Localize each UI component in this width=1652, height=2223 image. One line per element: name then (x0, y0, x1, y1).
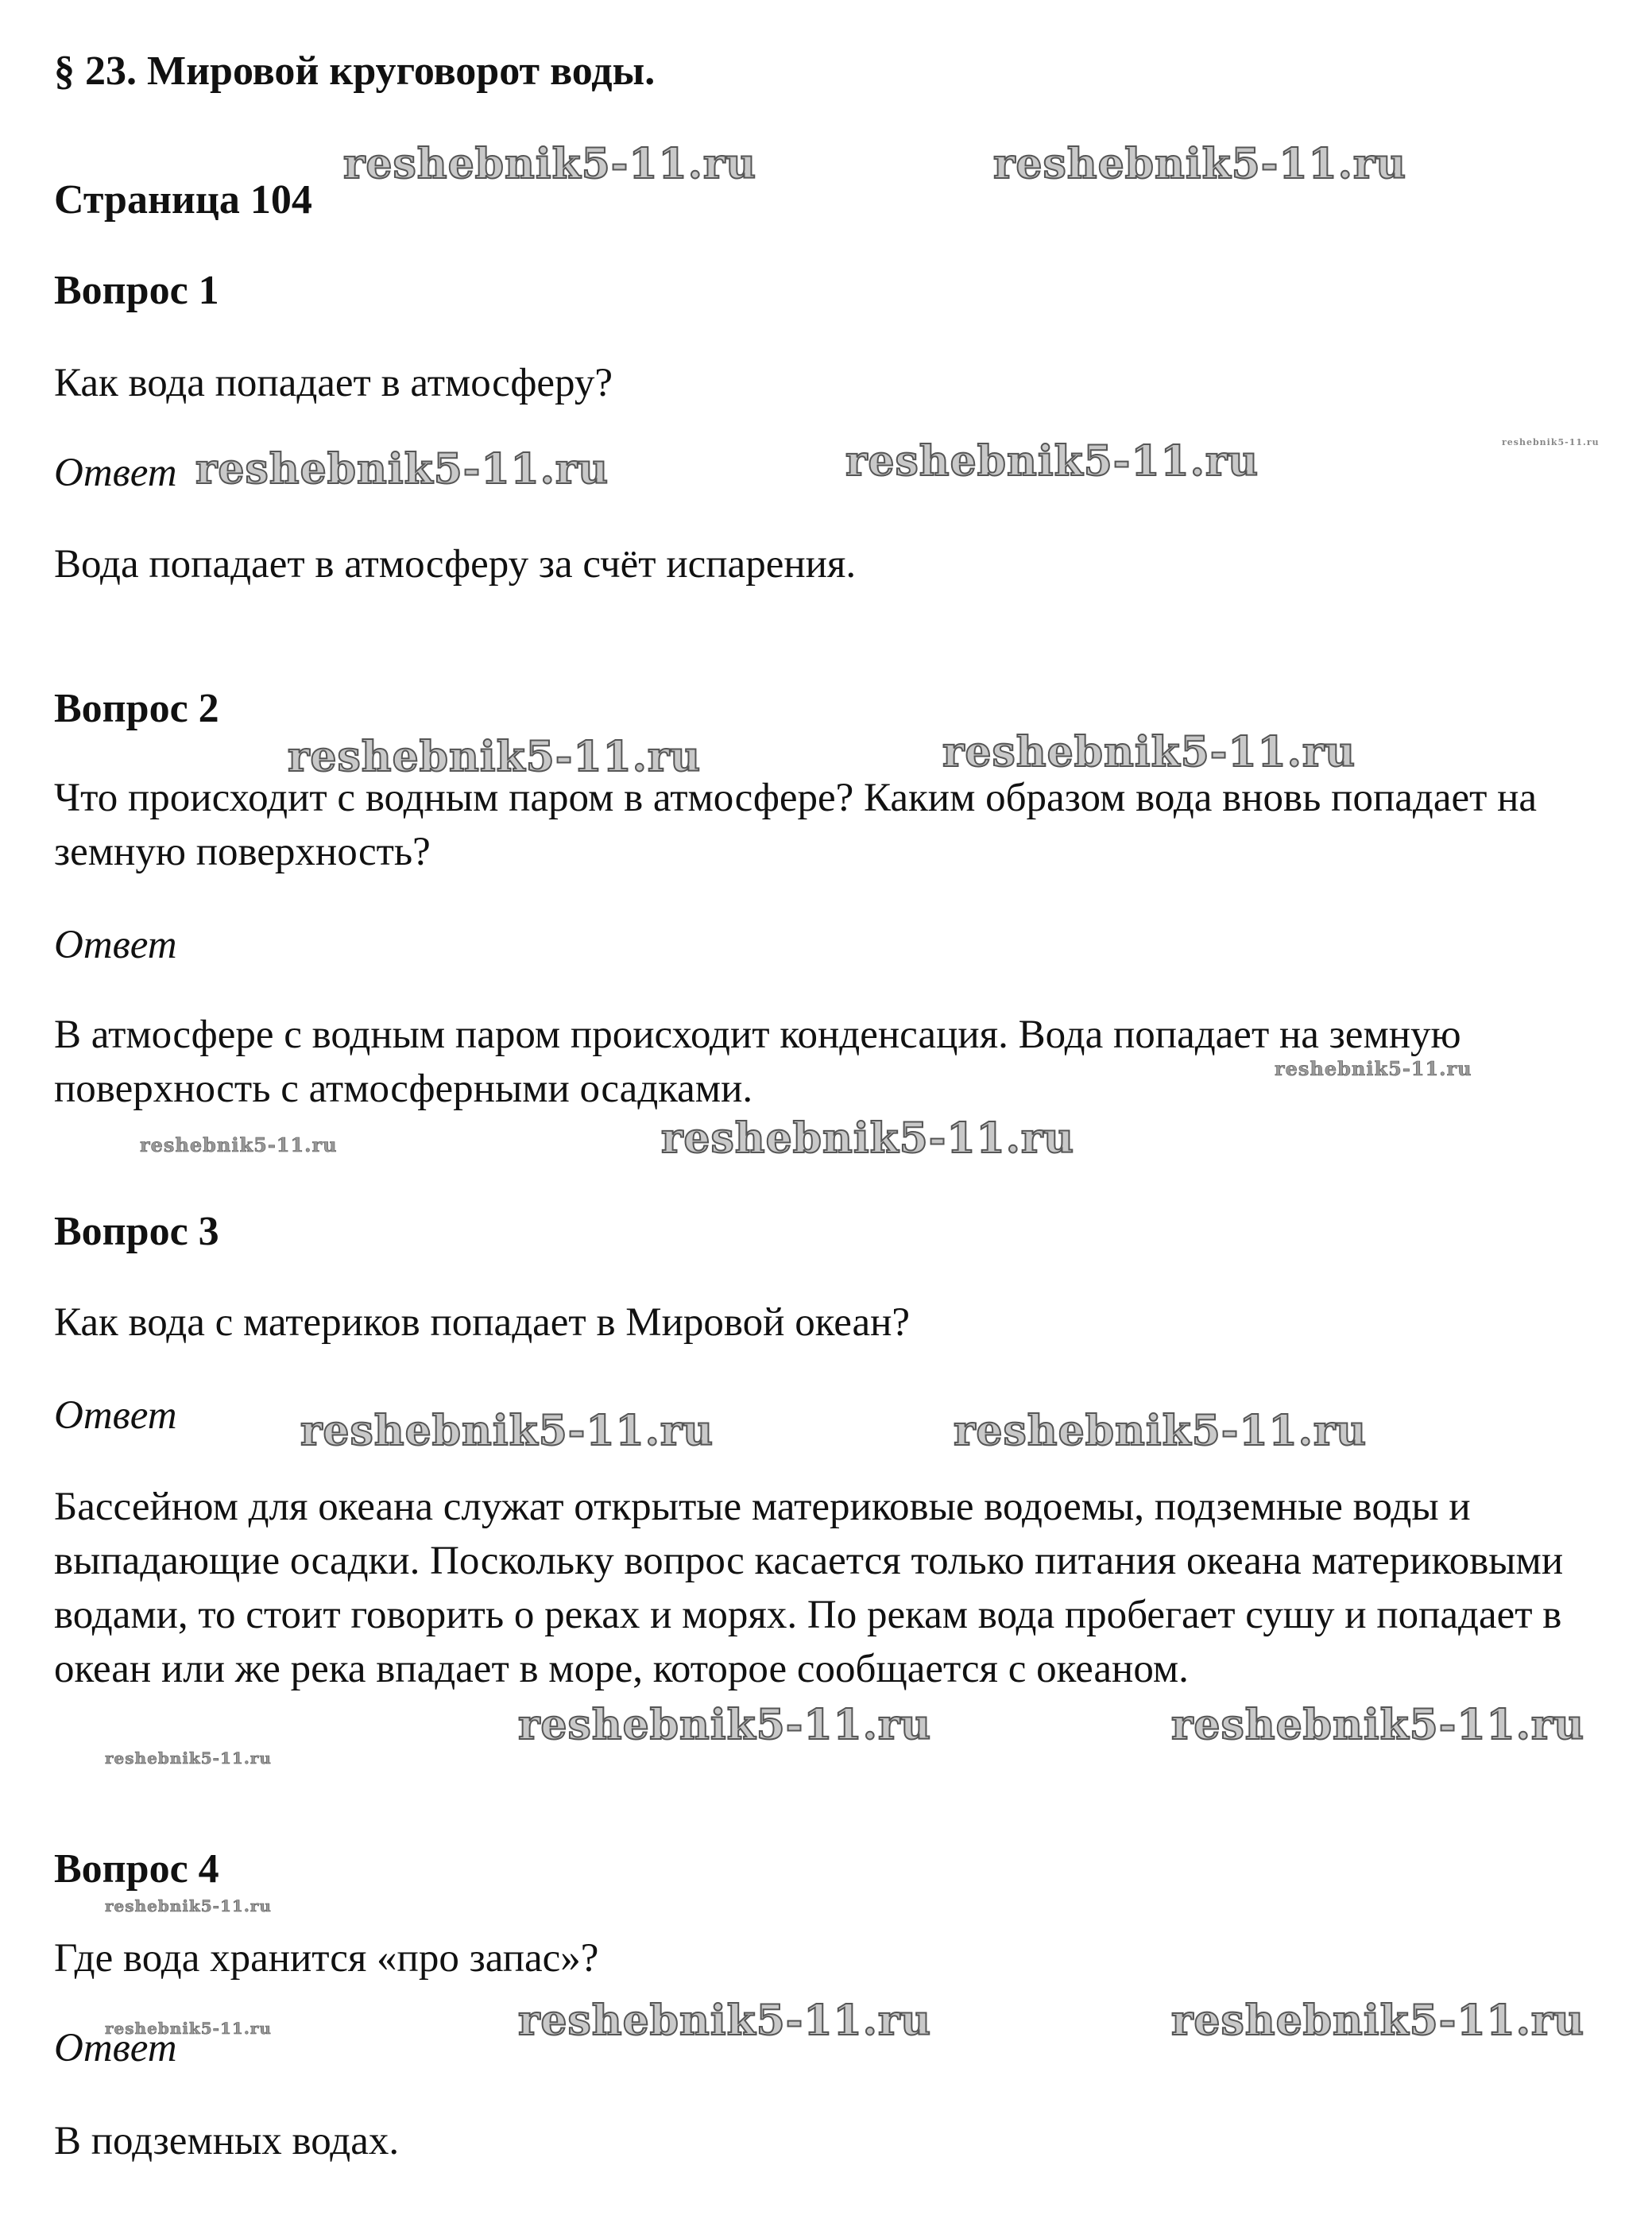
question-2-answer-label: Ответ (54, 923, 177, 967)
question-3-heading: Вопрос 3 (54, 1209, 219, 1254)
watermark: reshebnik5-11.ru (1171, 1701, 1585, 1749)
question-4-heading: Вопрос 4 (54, 1846, 219, 1892)
watermark: reshebnik5-11.ru (661, 1114, 1075, 1163)
watermark: reshebnik5-11.ru (942, 728, 1356, 777)
question-3-answer-label: Ответ (54, 1393, 177, 1438)
question-1-answer: Вода попадает в атмосферу за счёт испарения. (54, 542, 857, 587)
watermark: reshebnik5-11.ru (300, 1407, 714, 1455)
question-4-text: Где вода хранится «про запас»? (54, 1936, 599, 1981)
watermark: reshebnik5-11.ru (105, 1896, 272, 1915)
question-2-text: Что происходит с водным паром в атмосфере? Каким образом вода вновь попадает на земную поверхность? (54, 776, 1538, 874)
question-1-heading: Вопрос 1 (54, 268, 219, 313)
watermark: reshebnik5-11.ru (105, 2019, 272, 2038)
question-4-answer: В подземных водах. (54, 2119, 400, 2163)
question-1-text: Как вода попадает в атмосферу? (54, 361, 613, 405)
watermark: reshebnik5-11.ru (140, 1133, 338, 1156)
question-3-text: Как вода с материков попадает в Мировой океан? (54, 1300, 911, 1345)
watermark: reshebnik5-11.ru (1275, 1057, 1472, 1080)
watermark: reshebnik5-11.ru (518, 1701, 932, 1749)
question-1-answer-label: Ответ (54, 451, 177, 495)
watermark: reshebnik5-11.ru (288, 733, 702, 781)
watermark: reshebnik5-11.ru (845, 437, 1259, 486)
watermark: reshebnik5-11.ru (954, 1407, 1368, 1455)
watermark: reshebnik5-11.ru (195, 445, 609, 494)
question-2-heading: Вопрос 2 (54, 686, 219, 731)
watermark: reshebnik5-11.ru (518, 1996, 932, 2045)
page-title: § 23. Мировой круговорот воды. (54, 48, 656, 94)
watermark: reshebnik5-11.ru (1502, 437, 1600, 447)
watermark: reshebnik5-11.ru (993, 140, 1407, 188)
question-2-answer: В атмосфере с водным паром происходит конденсация. Вода попадает на земную поверхность с атмосферными осадками. (54, 1013, 1461, 1111)
question-3-answer: Бассейном для океана служат открытые материковые водоемы, подземные воды и выпадающие осадки. Поскольку вопрос касается только питания океана материковыми водами, то стоит говорить о реках и морях. По рекам вода пробегает сушу и попадает в океан или же река впадает в море, которое сообщается с океаном. (54, 1485, 1564, 1691)
watermark: reshebnik5-11.ru (105, 1749, 272, 1768)
page-number-heading: Страница 104 (54, 177, 312, 223)
question-4-answer-label: Ответ (54, 2026, 177, 2070)
watermark: reshebnik5-11.ru (1171, 1996, 1585, 2045)
watermark: reshebnik5-11.ru (343, 140, 757, 188)
